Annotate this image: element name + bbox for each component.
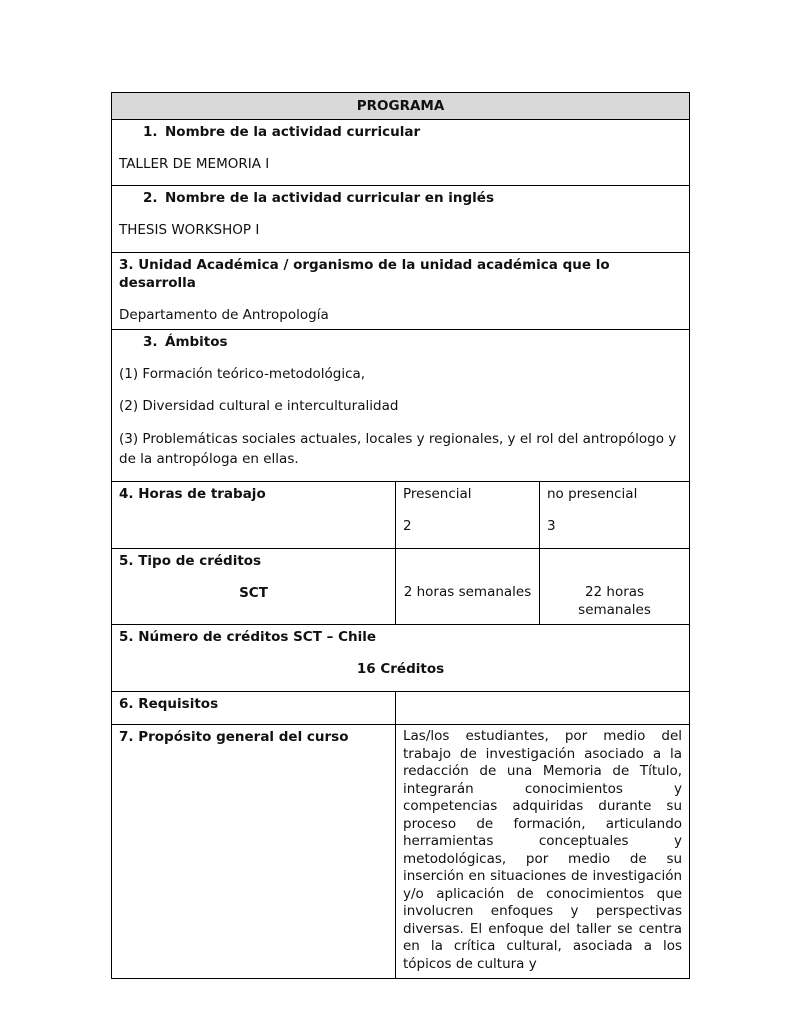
section-2-value: THESIS WORKSHOP I <box>119 222 260 238</box>
ambito-item: (3) Problemáticas sociales actuales, locales y regionales, y el rol del antropólogo y de la antropóloga en ellas. <box>119 431 677 467</box>
section-3a-cell <box>112 253 690 330</box>
section-4-row <box>112 482 690 549</box>
section-3a-row <box>112 253 690 330</box>
presencial-hours-cell <box>396 549 540 625</box>
no-presencial-hours-cell <box>540 549 690 625</box>
section-5b-row <box>112 625 690 692</box>
section-5b-cell <box>112 625 690 692</box>
presencial-value: 2 <box>403 518 412 534</box>
section-5a-row <box>112 549 690 625</box>
section-1-row <box>112 120 690 186</box>
section-3b-row <box>112 330 690 482</box>
section-2-row <box>112 186 690 253</box>
page-title: PROGRAMA <box>112 93 690 120</box>
course-purpose-text: Las/los estudiantes, por medio del trabajo de investigación asociado a la redacción de una Memoria de Título, integrarán conocimientos y competencias adquiridas durante su proceso de formación, articulando herramientas conceptuales y metodológicas, por medio de su inserción en situaciones de investigación y/o aplicación de conocimientos que involucren enfoques y perspectivas diversas. El enfoque del taller se centra en la crítica cultural, asociada a los tópicos de cultura y <box>403 728 683 972</box>
section-1-heading <box>119 123 682 141</box>
section-6-value <box>396 692 690 725</box>
section-3b-number: 3. <box>143 334 158 350</box>
section-2-title: Nombre de la actividad curricular en inglés <box>165 190 494 206</box>
section-1-cell <box>112 120 690 186</box>
section-1-title: Nombre de la actividad curricular <box>165 124 421 140</box>
section-4-title: 4. Horas de trabajo <box>112 482 396 549</box>
presencial-label: Presencial <box>403 486 472 502</box>
no-presencial-hours: 22 horas semanales <box>578 584 651 618</box>
credit-type-value: SCT <box>239 585 268 601</box>
section-7-cell <box>396 725 690 979</box>
section-5a-title: 5. Tipo de créditos <box>119 553 262 569</box>
section-3b-cell <box>112 330 690 482</box>
section-3a-value: Departamento de Antropología <box>119 307 329 323</box>
section-3b-title: Ámbitos <box>165 334 228 350</box>
no-presencial-value: 3 <box>547 518 556 534</box>
no-presencial-label: no presencial <box>547 486 638 502</box>
section-5a-cell <box>112 549 396 625</box>
section-5b-title: 5. Número de créditos SCT – Chile <box>119 629 376 645</box>
presencial-hours: 2 horas semanales <box>403 584 532 600</box>
section-1-value: TALLER DE MEMORIA I <box>119 156 270 172</box>
section-2-heading <box>119 189 682 207</box>
section-2-cell <box>112 186 690 253</box>
section-2-number: 2. <box>143 190 158 206</box>
ambito-item: (1) Formación teórico-metodológica, <box>119 366 366 382</box>
section-1-number: 1. <box>143 124 158 140</box>
section-7-row <box>112 725 690 979</box>
section-7-title: 7. Propósito general del curso <box>112 725 396 979</box>
program-table <box>111 92 690 979</box>
no-presencial-cell <box>540 482 690 549</box>
section-3b-heading <box>119 333 682 351</box>
section-3a-title: 3. Unidad Académica / organismo de la unidad académica que lo desarrolla <box>119 257 610 291</box>
credit-count-value: 16 Créditos <box>356 661 445 677</box>
ambito-item: (2) Diversidad cultural e interculturalidad <box>119 398 399 414</box>
section-6-row <box>112 692 690 725</box>
section-6-title: 6. Requisitos <box>112 692 396 725</box>
presencial-cell <box>396 482 540 549</box>
header-row <box>112 93 690 120</box>
